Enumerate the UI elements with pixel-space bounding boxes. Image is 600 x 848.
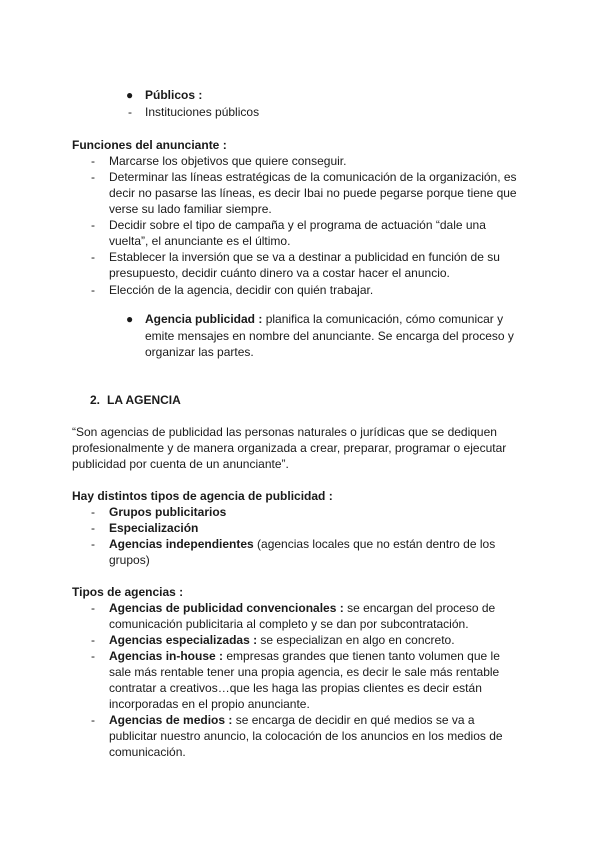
agencia-bullet-line2: emite mensajes en nombre del anunciante. Se encarga del proceso y <box>145 329 514 343</box>
funciones-item-2-line2: decir no pasarse las líneas, es decir Ibai no puede pegarse porque tiene que <box>109 186 517 200</box>
agencia-medios-text: se encarga de decidir en qué medios se va a <box>232 713 475 727</box>
funciones-item-3-line1: Decidir sobre el tipo de campaña y el programa de actuación “dale una <box>109 218 486 232</box>
agencia-inhouse-line1 <box>109 648 500 665</box>
agencia-medios-line2: publicitar nuestro anuncio, la colocación de los anuncios en los medios de <box>109 729 503 743</box>
agencia-convencional-label: Agencias de publicidad convencionales : <box>109 601 344 615</box>
publicos-sub-item: Instituciones públicos <box>145 105 260 119</box>
funciones-item-5: Elección de la agencia, decidir con quién trabajar. <box>109 283 374 297</box>
bullet-icon: ● <box>126 88 134 102</box>
quote-line-3: publicidad por cuenta de un anunciante”. <box>72 457 289 471</box>
dash-marker: - <box>91 537 95 551</box>
agencia-convencional-text: se encargan del proceso de <box>343 601 496 615</box>
funciones-item-3-line2: vuelta”, el anunciante es el último. <box>109 234 291 248</box>
agencia-bullet-line3: organizar las partes. <box>145 345 254 359</box>
agencia-inhouse-line2: sale más rentable tener una propia agencia, es decir le sale más rentable <box>109 665 500 679</box>
tipo-independientes-line2: grupos) <box>109 553 150 567</box>
dash-marker: - <box>91 170 95 184</box>
tipos-agencia-heading: Hay distintos tipos de agencia de publicidad : <box>72 489 333 503</box>
funciones-item-2-line1: Determinar las líneas estratégicas de la comunicación de la organización, es <box>109 170 517 184</box>
agencia-especializada-label: Agencias especializadas : <box>109 633 258 647</box>
dash-marker: - <box>128 105 132 119</box>
agencia-medios-label: Agencias de medios : <box>109 713 233 727</box>
quote-line-1: “Son agencias de publicidad las personas naturales o jurídicas que se dediquen <box>72 425 497 439</box>
dash-marker: - <box>91 283 95 297</box>
agencia-medios-line1 <box>109 712 475 729</box>
section-title: LA AGENCIA <box>107 393 181 407</box>
agencia-medios-line3: comunicación. <box>109 745 186 759</box>
publicos-title: Públicos : <box>145 88 203 102</box>
agencia-inhouse-label: Agencias in-house : <box>109 649 224 663</box>
dash-marker: - <box>91 601 95 615</box>
funciones-item-1: Marcarse los objetivos que quiere conseguir. <box>109 154 347 168</box>
dash-marker: - <box>91 713 95 727</box>
agencia-inhouse-line3: contratar a creativos…que les haga las propias clientes es decir están <box>109 681 482 695</box>
quote-line-2: profesionalmente y de manera organizada a crear, preparar, programar o ejecutar <box>72 441 507 455</box>
dash-marker: - <box>91 154 95 168</box>
funciones-item-2-line3: verse su lado familiar siempre. <box>109 202 272 216</box>
funciones-item-4-line2: presupuesto, decidir cuánto dinero va a costar hacer el anuncio. <box>109 266 450 280</box>
tipo-independientes-label: Agencias independientes <box>109 537 254 551</box>
funciones-item-4-line1: Establecer la inversión que se va a destinar a publicidad en función de su <box>109 250 500 264</box>
dash-marker: - <box>91 505 95 519</box>
agencia-inhouse-text: empresas grandes que tienen tanto volumen que le <box>223 649 500 663</box>
tipo-independientes-text: (agencias locales que no están dentro de los <box>253 537 496 551</box>
agencia-convencional-line2: comunicación publicitaria al completo y se dan por subcontratación. <box>109 617 469 631</box>
dash-marker: - <box>91 218 95 232</box>
tipos-agencias-heading: Tipos de agencias : <box>72 585 184 599</box>
agencia-bullet-label: Agencia publicidad : <box>145 312 263 326</box>
tipo-especializacion: Especialización <box>109 521 199 535</box>
dash-marker: - <box>91 521 95 535</box>
agencia-bullet-line1 <box>145 311 503 328</box>
agencia-inhouse-line4: incorporadas en el propio anunciante. <box>109 697 310 711</box>
agencia-especializada-text: se especializan en algo en concreto. <box>257 633 455 647</box>
agencia-bullet-text: planifica la comunicación, cómo comunicar y <box>262 312 504 326</box>
dash-marker: - <box>91 633 95 647</box>
agencia-especializada-line1 <box>109 632 455 649</box>
bullet-icon: ● <box>126 312 134 326</box>
agencia-convencional-line1 <box>109 600 495 617</box>
tipo-independientes-line1 <box>109 536 495 553</box>
tipo-grupos: Grupos publicitarios <box>109 505 227 519</box>
funciones-heading: Funciones del anunciante : <box>72 138 227 152</box>
section-number: 2. <box>90 393 101 407</box>
dash-marker: - <box>91 250 95 264</box>
dash-marker: - <box>91 649 95 663</box>
